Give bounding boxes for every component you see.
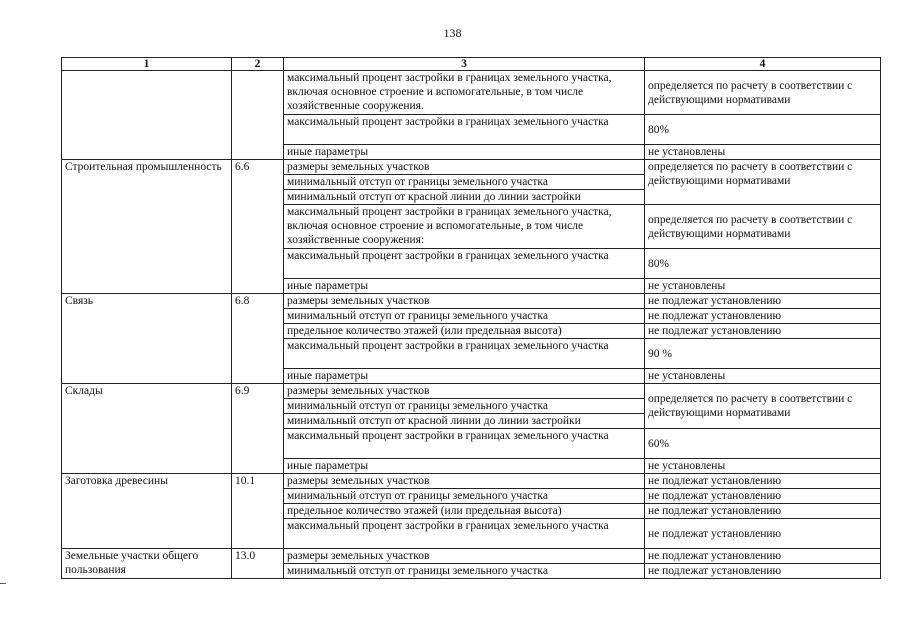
value-cell: не подлежат установлению: [645, 294, 881, 309]
category-cell: Склады: [62, 384, 232, 474]
value-cell: 60%: [645, 429, 881, 459]
parameter-cell: максимальный процент застройки в границах земельного участка: [284, 339, 645, 369]
value-cell: не подлежат установлению: [645, 474, 881, 489]
code-cell: 6.6: [232, 160, 284, 294]
column-header: 1: [62, 58, 232, 71]
parameter-cell: размеры земельных участков: [284, 474, 645, 489]
value-cell: 80%: [645, 249, 881, 279]
code-cell: 6.9: [232, 384, 284, 474]
value-cell: не подлежат установлению: [645, 504, 881, 519]
parameter-cell: иные параметры: [284, 369, 645, 384]
parameter-cell: минимальный отступ от красной линии до линии застройки: [284, 414, 645, 429]
value-cell: определяется по расчету в соответствии с действующими нормативами: [645, 71, 881, 115]
header-row: [62, 58, 881, 71]
category-cell: Строительная промышленность: [62, 160, 232, 294]
value-cell: не подлежат установлению: [645, 519, 881, 549]
value-cell: не установлены: [645, 369, 881, 384]
code-cell: [232, 71, 284, 160]
value-cell: определяется по расчету в соответствии с действующими нормативами: [645, 205, 881, 249]
parameter-cell: размеры земельных участков: [284, 160, 645, 175]
table-row: [62, 549, 881, 564]
parameter-cell: максимальный процент застройки в границах земельного участка, включая основное строение и вспомогательные, в том числе хозяйственные сооружения.: [284, 71, 645, 115]
parameter-cell: минимальный отступ от красной линии до линии застройки: [284, 190, 645, 205]
column-header: 2: [232, 58, 284, 71]
parameters-table: [61, 57, 881, 579]
code-cell: 10.1: [232, 474, 284, 549]
page-number: 138: [443, 26, 462, 40]
value-cell: определяется по расчету в соответствии с действующими нормативами: [645, 160, 881, 205]
parameter-cell: иные параметры: [284, 145, 645, 160]
parameter-cell: максимальный процент застройки в границах земельного участка: [284, 519, 645, 549]
value-cell: не подлежат установлению: [645, 549, 881, 564]
parameter-cell: минимальный отступ от границы земельного участка: [284, 564, 645, 579]
value-cell: 90 %: [645, 339, 881, 369]
value-cell: 80%: [645, 115, 881, 145]
table-row: [62, 474, 881, 489]
column-header: 3: [284, 58, 645, 71]
value-cell: не подлежат установлению: [645, 309, 881, 324]
table-row: [62, 384, 881, 399]
value-cell: не подлежат установлению: [645, 564, 881, 579]
value-cell: не установлены: [645, 145, 881, 160]
parameter-cell: минимальный отступ от границы земельного участка: [284, 399, 645, 414]
parameter-cell: предельное количество этажей (или предельная высота): [284, 324, 645, 339]
table-row: [62, 294, 881, 309]
parameter-cell: максимальный процент застройки в границах земельного участка: [284, 115, 645, 145]
parameter-cell: максимальный процент застройки в границах земельного участка: [284, 429, 645, 459]
table-row: [62, 160, 881, 175]
category-cell: [62, 71, 232, 160]
table-row: [62, 71, 881, 115]
parameter-cell: минимальный отступ от границы земельного участка: [284, 489, 645, 504]
parameter-cell: размеры земельных участков: [284, 294, 645, 309]
column-header: 4: [645, 58, 881, 71]
value-cell: не подлежат установлению: [645, 324, 881, 339]
category-cell: Заготовка древесины: [62, 474, 232, 549]
category-cell: Связь: [62, 294, 232, 384]
parameter-cell: предельное количество этажей (или предельная высота): [284, 504, 645, 519]
parameter-cell: максимальный процент застройки в границах земельного участка, включая основное строение и вспомогательные, в том числе хозяйственные сооружения:: [284, 205, 645, 249]
parameter-cell: размеры земельных участков: [284, 549, 645, 564]
parameter-cell: максимальный процент застройки в границах земельного участка: [284, 249, 645, 279]
parameter-cell: размеры земельных участков: [284, 384, 645, 399]
category-cell: Земельные участки общего пользования: [62, 549, 232, 579]
code-cell: 13.0: [232, 549, 284, 579]
value-cell: не подлежат установлению: [645, 489, 881, 504]
parameter-cell: минимальный отступ от границы земельного участка: [284, 175, 645, 190]
value-cell: не установлены: [645, 279, 881, 294]
parameter-cell: иные параметры: [284, 459, 645, 474]
scan-edge-mark: [0, 583, 6, 584]
value-cell: не установлены: [645, 459, 881, 474]
value-cell: определяется по расчету в соответствии с действующими нормативами: [645, 384, 881, 429]
parameter-cell: иные параметры: [284, 279, 645, 294]
parameter-cell: минимальный отступ от границы земельного участка: [284, 309, 645, 324]
code-cell: 6.8: [232, 294, 284, 384]
